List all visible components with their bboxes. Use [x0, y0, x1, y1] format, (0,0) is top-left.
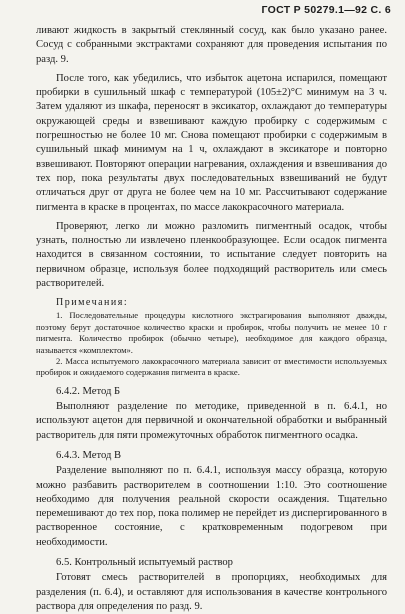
- note-1: 1. Последовательные процедуры кислотного экстрагирования выполняют дважды, поэтому берут достаточное количество краски и пробирок, чтобы получить не менее 10 г пигмента. Количество пробирок (обычно четыре), необходимое для каждого образца, называется «комплектом».: [36, 310, 387, 355]
- notes-title: Примечания:: [56, 297, 129, 309]
- paragraph-continued: ливают жидкость в закрытый стеклянный сосуд, как было указано ранее. Сосуд с собранными экстрактами сохраняют для проведения испытания по разд. 9.: [36, 25, 387, 65]
- paragraph-check-sediment: Проверяют, легко ли можно разломить пигментный осадок, чтобы узнать, полностью ли извлечено пленкообразующее. Если осадок пигмента находится в связанном состоянии, то испытание следует повторить на первичном образце, используя более подходящий растворитель или смесь растворителей.: [36, 220, 387, 290]
- paragraph-drying: После того, как убедились, что избыток ацетона испарился, помещают пробирки в сушильный шкаф с температурой (105±2)°С минимум на 3 ч. Затем удаляют из шкафа, переносят в эксикатор, охлаждают до температуры окружающей среды и взвешивают каждую пробирку с содержимым с погрешностью не более 10 мг. Снова помещают пробирки с содержимым в сушильный шкаф минимум на 1 ч, охлаждают в эксикаторе и повторно взвешивают. Повторяют операции нагревания, охлаждения и взвешивания до тех пор, пока результаты двух последовательных взвешиваний не будут отличаться друг от друга не более чем на 10 мг. Рассчитывают содержание пигмента в краске в процентах, по массе лакокрасочного материала.: [36, 72, 387, 213]
- document-body: [36, 24, 387, 614]
- section-6-5-heading: 6.5. Контрольный испытуемый раствор: [56, 557, 233, 569]
- section-6-4-2-text: Выполняют разделение по методике, приведенной в п. 6.4.1, но используют ацетон для первичной и окончательной обработки и выбранный растворитель для пяти промежуточных обработок пигментного осадка.: [36, 401, 387, 441]
- section-6-5-text: Готовят смесь растворителей в пропорциях, необходимых для разделения (п. 6.4), и оставляют для использования в качестве контрольного раствора для определения по разд. 9.: [36, 572, 387, 612]
- section-6-4-2-heading: 6.4.2. Метод Б: [56, 385, 121, 397]
- section-6-4-3-text: Разделение выполняют по п. 6.4.1, используя массу образца, которую можно разбавить растворителем в соотношении 1:10. Это соотношение необходимо для получения реальной скорости осаждения. Тщательно перемешивают до тех пор, пока полимер не перейдет из диспергированного в растворенное состояние, с кратковременным подогревом при необходимости.: [36, 465, 387, 548]
- note-2: 2. Масса испытуемого лакокрасочного материала зависит от вместимости используемых пробирок и ожидаемого содержания пигмента в краске.: [36, 355, 387, 378]
- page-header: ГОСТ Р 50279.1—92 С. 6: [261, 4, 391, 16]
- section-6-4-3-heading: 6.4.3. Метод В: [56, 449, 122, 461]
